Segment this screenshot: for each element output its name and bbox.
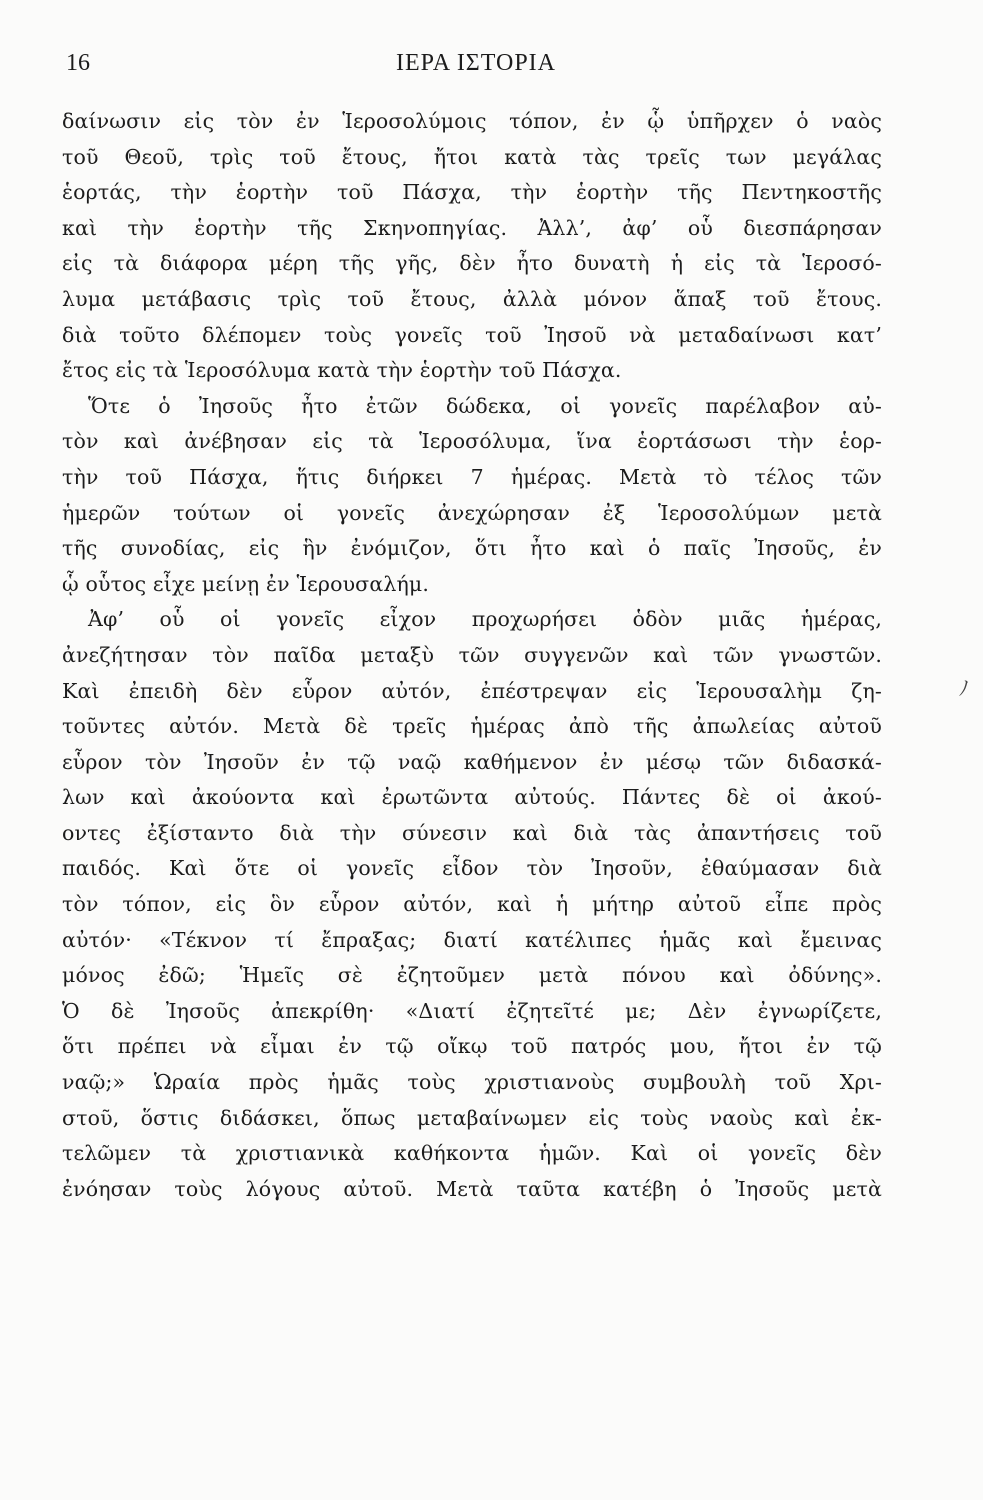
text-line: ἔτος εἰς τὰ Ἱεροσόλυμα κατὰ τὴν ἑορτὴν τοῦ Πάσχα. [62,358,622,383]
text-line: μόνος ἐδῶ; Ἡμεῖς σὲ ἐζητοῦμεν μετὰ πόνου καὶ ὀδύνης». [62,963,882,988]
text-line: Ἀφ’ οὗ οἱ γονεῖς εἶχον προχωρήσει ὁδὸν μιᾶς ἡμέρας, [88,607,882,632]
text-line: τὴν τοῦ Πάσχα, ἥτις διήρκει 7 ἡμέρας. Μετὰ τὸ τέλος τῶν [62,464,882,489]
text-line: τοῦντες αὐτόν. Μετὰ δὲ τρεῖς ἡμέρας ἀπὸ τῆς ἀπωλείας αὐτοῦ [62,714,882,739]
text-line: τὸν καὶ ἀνέβησαν εἰς τὰ Ἱεροσόλυμα, ἵνα ἑορτάσωσι τὴν ἑορ- [62,429,882,454]
text-line: καὶ τὴν ἑορτὴν τῆς Σκηνοπηγίας. Ἀλλ’, ἀφ’ οὗ διεσπάρησαν [62,215,882,240]
text-line: αὐτόν· «Τέκνον τί ἔπραξας; διατί κατέλιπες ἡμᾶς καὶ ἔμεινας [62,927,882,952]
running-title: ΙΕΡΑ ΙΣΤΟΡΙΑ [395,50,557,76]
text-line: Ὅτε ὁ Ἰησοῦς ἦτο ἐτῶν δώδεκα, οἱ γονεῖς παρέλαβον αὐ- [88,393,882,418]
text-line: ἑορτάς, τὴν ἑορτὴν τοῦ Πάσχα, τὴν ἑορτὴν τῆς Πεντηκοστῆς [62,180,882,205]
text-line: τὸν τόπον, εἰς ὃν εὗρον αὐτόν, καὶ ἡ μήτηρ αὐτοῦ εἶπε πρὸς [62,892,882,917]
text-line: εἰς τὰ διάφορα μέρη τῆς γῆς, δὲν ἦτο δυνατὴ ἡ εἰς τὰ Ἱεροσό- [62,251,882,276]
text-line: τῆς συνοδίας, εἰς ἣν ἐνόμιζον, ὅτι ἦτο καὶ ὁ παῖς Ἰησοῦς, ἐν [62,536,882,561]
text-line: ἡμερῶν τούτων οἱ γονεῖς ἀνεχώρησαν ἐξ Ἱεροσολύμων μετὰ [62,500,882,525]
text-line: διὰ τοῦτο δλέπομεν τοὺς γονεῖς τοῦ Ἰησοῦ νὰ μεταδαίνωσι κατ’ [62,322,882,347]
text-line: δαίνωσιν εἰς τὸν ἐν Ἱεροσολύμοις τόπον, ἐν ᾧ ὑπῆρχεν ὁ ναὸς [62,109,882,133]
text-line: οντες ἐξίσταντο διὰ τὴν σύνεσιν καὶ διὰ τὰς ἀπαντήσεις τοῦ [62,820,882,845]
text-line: στοῦ, ὅστις διδάσκει, ὅπως μεταβαίνωμεν εἰς τοὺς ναοὺς καὶ ἐκ- [62,1105,882,1130]
text-line: ᾧ οὗτος εἶχε μείνῃ ἐν Ἱερουσαλήμ. [62,571,430,596]
page-header [66,50,886,90]
page-edge-mark: ﾉ [959,676,969,700]
text-line: τοῦ Θεοῦ, τρὶς τοῦ ἔτους, ἤτοι κατὰ τὰς τρεῖς των μεγάλας [62,144,882,169]
text-line: ἀνεζήτησαν τὸν παῖδα μεταξὺ τῶν συγγενῶν καὶ τῶν γνωστῶν. [62,642,882,667]
text-line: ναῷ;» Ὡραία πρὸς ἡμᾶς τοὺς χριστιανοὺς συμβουλὴ τοῦ Χρι- [62,1070,882,1095]
text-line: Καὶ ἐπειδὴ δὲν εὗρον αὐτόν, ἐπέστρεψαν εἰς Ἱερουσαλὴμ ζη- [62,678,882,703]
page-number: 16 [66,50,90,76]
text-line: ὅτι πρέπει νὰ εἶμαι ἐν τῷ οἴκῳ τοῦ πατρός μου, ἤτοι ἐν τῷ [62,1034,882,1059]
text-line: ἐνόησαν τοὺς λόγους αὐτοῦ. Μετὰ ταῦτα κατέβη ὁ Ἰησοῦς μετὰ [62,1176,882,1201]
text-line: λων καὶ ἀκούοντα καὶ ἐρωτῶντα αὐτούς. Πάντες δὲ οἱ ἀκού- [62,785,882,810]
text-line: τελῶμεν τὰ χριστιανικὰ καθήκοντα ἡμῶν. Καὶ οἱ γονεῖς δὲν [62,1141,882,1166]
text-line: λυμα μετάβασις τρὶς τοῦ ἔτους, ἀλλὰ μόνον ἅπαξ τοῦ ἔτους. [62,286,882,311]
text-line: εὗρον τὸν Ἰησοῦν ἐν τῷ ναῷ καθήμενον ἐν μέσῳ τῶν διδασκά- [62,749,882,774]
text-line: Ὁ δὲ Ἰησοῦς ἀπεκρίθη· «Διατί ἐζητεῖτέ με; Δὲν ἐγνωρίζετε, [62,998,882,1023]
text-line: παιδός. Καὶ ὅτε οἱ γονεῖς εἶδον τὸν Ἰησοῦν, ἐθαύμασαν διὰ [62,856,882,881]
body-text [62,104,882,1207]
